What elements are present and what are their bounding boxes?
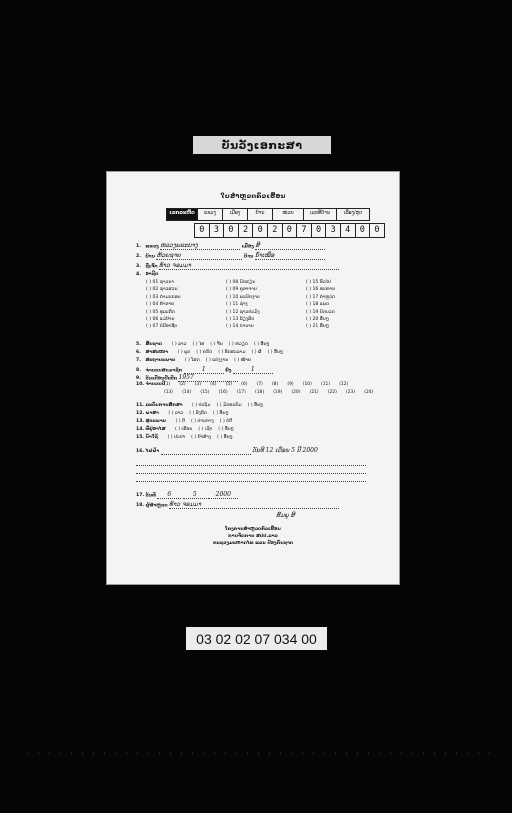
year-boxes-b [164, 391, 373, 395]
year-box[interactable]: (19) [273, 390, 283, 395]
blank-line [136, 481, 366, 482]
year-box[interactable]: (6) [241, 382, 248, 387]
row-number: 17. [136, 493, 145, 499]
row-number: 12. [136, 411, 145, 416]
occupation-option[interactable]: ( ) 20 ອື່ນໆ [306, 316, 329, 322]
year-box[interactable]: (24) [364, 390, 374, 395]
water-option[interactable]: ( ) ອື່ນໆ [217, 435, 233, 440]
marital-label: ສະຖານະພາບ [145, 358, 176, 363]
nationality-option[interactable]: ( ) ອື່ນໆ [253, 342, 270, 347]
province-label: ແຂວງ [145, 244, 159, 250]
row-number: 2. [136, 254, 141, 260]
form-footer [106, 527, 400, 548]
row-province [136, 243, 325, 250]
footer-line: ກະຊວງມະຫາດໄທ ແລະ ປ້ອງກັນຊາດ [212, 540, 294, 546]
district-value: ສີ [255, 243, 325, 250]
electricity-blank [161, 454, 251, 455]
religion-option[interactable]: ( ) ຜີ [251, 350, 262, 355]
id-header-3: ບ້ານ [248, 209, 273, 221]
education-option[interactable]: ( ) ປະຖົມ [192, 403, 211, 408]
id-digit: 3 [326, 224, 341, 237]
year-box[interactable]: (4) [210, 382, 217, 387]
row-number: 11. [136, 403, 145, 408]
row-nationality [136, 343, 269, 348]
row-blank-a [136, 461, 366, 466]
id-header-1: ແຂວງ [198, 209, 223, 221]
id-header-2: ເມືອງ [223, 209, 248, 221]
id-digit: 3 [210, 224, 225, 237]
year-box[interactable]: (15) [200, 390, 210, 395]
marital-option[interactable]: ( ) ໝ້າຍ [234, 358, 251, 363]
year-box[interactable]: (7) [256, 382, 263, 387]
village2-value: ນໍ້າເໝືອ [255, 253, 325, 260]
id-digit: 0 [374, 225, 380, 236]
occupation-option[interactable]: ( ) 03 ກຳມະກອນ [146, 294, 181, 300]
occupation-option[interactable]: ( ) 01 ຊາວນາ [146, 280, 174, 285]
reel-header-label: ບັນວັງເອກະສາ [193, 136, 331, 154]
form-title: ໃບສຳຫຼວດຄົວເຮືອນ [220, 192, 286, 200]
year-box[interactable]: (9) [287, 382, 294, 387]
id-digit: 7 [297, 224, 312, 237]
housing-option[interactable]: ( ) ອື່ນໆ [218, 427, 234, 432]
year-box[interactable]: (8) [271, 382, 279, 387]
date-year: 2000 [208, 492, 238, 499]
row-language [136, 412, 229, 417]
row-marital [136, 359, 251, 364]
occupation-option[interactable]: ( ) 13 ລ້ຽງສັດ [226, 316, 255, 322]
row-head [136, 263, 339, 270]
row-blank-c [136, 477, 366, 482]
row-number: 6. [136, 350, 141, 355]
nationality-option[interactable]: ( ) ຫວຽດ [228, 342, 248, 347]
nationality-label: ສັນຊາດ [145, 342, 163, 347]
birth-label: ວັນເດືອນປີເກີດ [145, 376, 177, 382]
row-education [136, 404, 263, 409]
water-label: ນໍ້າໃຊ້ [145, 435, 159, 440]
members-value: 1 [184, 367, 224, 374]
id-digit: 2 [239, 224, 254, 237]
date-label: ວັນທີ [145, 493, 156, 499]
occupation-option[interactable]: ( ) 16 ທະຫານ [306, 287, 335, 293]
reel-id-label: 03 02 02 07 034 00 [186, 627, 327, 650]
occupation-option[interactable]: ( ) 12 ຊາວປະມົງ [226, 309, 260, 315]
occupation-options [146, 281, 386, 330]
housing-option[interactable]: ( ) ເຮືອນ [175, 427, 193, 432]
village-value: ຫ້ວຍຊາຍ [156, 253, 242, 260]
year-boxes-a [164, 383, 348, 387]
water-option[interactable]: ( ) ນໍ້າສ້າງ [191, 435, 212, 440]
surveyor-value: ທ້າວ ຈອມມາ [169, 502, 339, 509]
row-number: 4. [136, 272, 141, 277]
row-number: 9. [136, 376, 141, 382]
row-electricity [136, 448, 318, 455]
health-option[interactable]: ( ) ບໍ່ດີ [219, 419, 233, 424]
row-birth [136, 375, 238, 382]
id-digit: 0 [283, 224, 298, 237]
occupation-option[interactable]: ( ) 14 ບຳນານ [226, 324, 254, 330]
row-years [136, 383, 165, 388]
id-digit: 0 [356, 224, 371, 237]
year-box[interactable]: (16) [218, 390, 228, 395]
row-village [136, 253, 325, 260]
religion-option[interactable]: ( ) ອິດສະລາມ [218, 350, 246, 355]
census-form-sheet [106, 171, 400, 585]
signature: ສົມພູ ສີ [276, 512, 295, 519]
year-box[interactable]: (23) [346, 390, 356, 395]
year-box[interactable]: (10) [302, 382, 312, 387]
female-label: ຍິງ [225, 368, 232, 374]
blank-line [136, 465, 366, 466]
year-box[interactable]: (11) [321, 382, 331, 387]
language-label: ພາສາ [145, 411, 159, 416]
year-box[interactable]: (13) [164, 390, 174, 395]
date-day: 6 [157, 492, 181, 499]
religion-option[interactable]: ( ) ອື່ນໆ [267, 350, 283, 355]
education-option[interactable]: ( ) ອື່ນໆ [247, 403, 264, 408]
occupation-option[interactable]: ( ) 18 ແພດ [306, 302, 330, 308]
id-header-4: ໜ່ວຍ [273, 209, 304, 221]
year-box[interactable]: (3) [194, 382, 202, 387]
footer-line: ການຈັດການ ສປປ.ລາວ [228, 533, 278, 539]
surveyor-label: ຜູ້ສຳຫຼວດ [145, 503, 168, 509]
members-label: ຈຳນວນສະມາຊິກ [145, 368, 183, 374]
years-label: ຈຳນວນປີ [145, 382, 166, 387]
year-box[interactable]: (20) [291, 390, 301, 395]
row-number: 10. [136, 382, 145, 387]
year-box[interactable]: (17) [236, 390, 246, 395]
id-header-table [166, 208, 370, 221]
year-box[interactable]: (2) [179, 382, 186, 387]
row-blank-b [136, 469, 366, 474]
id-header-0: ເລກລະຫັດ [167, 209, 198, 221]
occupation-option[interactable]: ( ) 15 ທົ່ວໄປ [306, 280, 331, 285]
row-number: 16. [136, 449, 145, 454]
nationality-option[interactable]: ( ) ຈີນ [210, 342, 223, 347]
year-box[interactable]: (22) [327, 390, 337, 395]
date-month: 5 [183, 492, 207, 499]
electricity-date: ວັນທີ 12 ເດືອນ 5 ປີ 2000 [252, 447, 318, 454]
water-option[interactable]: ( ) ປະປາ [167, 435, 186, 440]
blank-line [136, 473, 366, 474]
occupation-option[interactable]: ( ) 08 ນັກຮຽນ [226, 280, 256, 285]
row-number: 8. [136, 368, 141, 374]
row-number: 1. [136, 244, 141, 250]
village2-label: ບ້ານ [243, 254, 254, 260]
occupation-option[interactable]: ( ) 09 ຄູອາຈານ [226, 287, 257, 293]
year-box[interactable]: (12) [339, 382, 349, 387]
village-label: ບ້ານ [145, 254, 155, 260]
row-number: 14. [136, 427, 145, 432]
row-water [136, 436, 233, 441]
language-option[interactable]: ( ) ລາວ [168, 411, 184, 416]
marital-option[interactable]: ( ) ໂສດ [184, 358, 200, 363]
district-label: ເມືອງ [241, 244, 254, 250]
year-box[interactable]: (5) [225, 382, 232, 387]
row-number: 15. [136, 435, 145, 440]
health-option[interactable]: ( ) ດີ [175, 419, 186, 424]
row-date [136, 492, 238, 499]
province-value: ຫລວງພຣະບາງ [160, 243, 240, 250]
year-box[interactable]: (21) [309, 390, 319, 395]
row-occupation [136, 273, 158, 278]
education-label: ລະດັບການສຶກສາ [145, 403, 183, 408]
occupation-option[interactable]: ( ) 06 ແມ່ບ້ານ [146, 316, 175, 322]
row-number: 13. [136, 419, 145, 424]
row-surveyor [136, 502, 339, 509]
housing-option[interactable]: ( ) ເຊົ່າ [198, 427, 213, 432]
education-option[interactable]: ( ) ມັດທະຍົມ [216, 403, 242, 408]
year-box[interactable]: (14) [182, 390, 192, 395]
marital-option[interactable]: ( ) ແຕ່ງງານ [205, 358, 229, 363]
occupation-option[interactable]: ( ) 17 ຕຳຫຼວດ [306, 294, 335, 300]
language-option[interactable]: ( ) ອື່ນໆ [213, 411, 229, 416]
id-digit: 0 [253, 224, 268, 237]
row-number: 5. [136, 342, 141, 347]
birth-value: 1957 [178, 375, 238, 382]
head-label: ຊື່ເຈົ້າ [145, 264, 158, 270]
head-value: ທ້າວ ຈອມມາ [159, 263, 339, 270]
occupation-option[interactable]: ( ) 04 ຄ້າຂາຍ [146, 302, 175, 308]
id-digit: 0 [312, 224, 327, 237]
occupation-option[interactable]: ( ) 10 ພະນັກງານ [226, 294, 260, 300]
id-digit: 0 [195, 224, 210, 237]
id-digit: 0 [224, 224, 239, 237]
id-header-5: ເລກທີ່ບ້ານ [304, 209, 337, 221]
female-value: 1 [233, 367, 273, 374]
row-number: 7. [136, 358, 141, 363]
row-housing [136, 428, 234, 433]
row-number: 18. [136, 503, 145, 509]
occupation-option[interactable]: ( ) 21 ອື່ນໆ [306, 324, 329, 330]
occupation-option[interactable]: ( ) 11 ຊ່າງ [226, 302, 248, 308]
religion-option[interactable]: ( ) ພຸດ [177, 350, 191, 355]
occupation-option[interactable]: ( ) 19 ນັກບວດ [306, 309, 335, 315]
id-header-6: ເລື່ອງ/ສູດ [337, 209, 370, 221]
id-digit-boxes [194, 223, 385, 238]
id-digit: 2 [268, 224, 283, 237]
religion-option[interactable]: ( ) ຄຣິດ [196, 350, 213, 355]
religion-label: ສາສະໜາ [145, 350, 169, 355]
row-number: 3. [136, 264, 141, 270]
row-members [136, 367, 273, 374]
language-option[interactable]: ( ) ອັງກິດ [189, 411, 207, 416]
occupation-option[interactable]: ( ) 02 ຊາວສວນ [146, 287, 178, 293]
footer-line: ໂຄງການສຳຫຼວດຄົວເຮືອນ [225, 527, 281, 532]
row-health [136, 420, 232, 425]
year-box[interactable]: (18) [255, 390, 265, 395]
housing-label: ທີ່ຢູ່ອາໄສ [145, 427, 166, 432]
nationality-option[interactable]: ( ) ລາວ [171, 342, 187, 347]
health-label: ສຸຂະພາບ [145, 419, 166, 424]
year-box[interactable]: (1) [164, 382, 171, 387]
id-digit: 4 [341, 224, 356, 237]
occupation-option[interactable]: ( ) 07 ບໍ່ມີອາຊີບ [146, 324, 178, 330]
occupation-option[interactable]: ( ) 05 ທຸລະກິດ [146, 309, 175, 315]
health-option[interactable]: ( ) ປານກາງ [191, 419, 214, 424]
occupation-label: ອາຊີບ [145, 272, 159, 277]
row-religion [136, 351, 283, 356]
film-edge-dots [22, 752, 492, 755]
nationality-option[interactable]: ( ) ໄທ [192, 342, 205, 347]
electricity-label: ໄຟຟ້າ [145, 449, 160, 454]
